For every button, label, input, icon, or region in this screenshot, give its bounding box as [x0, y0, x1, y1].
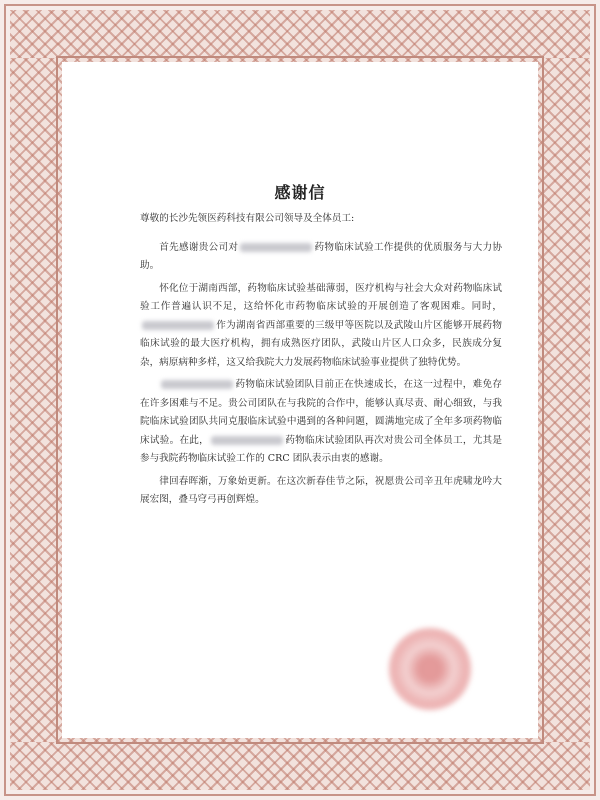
paragraph-1 — [140, 239, 502, 276]
redacted-name — [142, 321, 214, 330]
paragraph-3-start: 药物临床试验团队目前正在快速成长，在这一过程中，难免存在许多困难与不足。贵公司团队在与我院的合作中，能够认真尽责、耐心细致，与我院临床试验团队共同克服临床试验中遇到的各种问题，圆满地完成了全年多项药物临床试验。在此， — [140, 379, 502, 446]
paragraph-2-end: 作为湖南省西部重要的三级甲等医院以及武陵山片区能够开展药物临床试验的最大医疗机构，拥有成熟医疗团队，武陵山片区人口众多，民族成分复杂，病原病种多样，这又给我院大力发展药物临床试验事业提供了独特优势。 — [140, 319, 502, 368]
letter-body — [140, 210, 502, 514]
paragraph-2-start: 怀化位于湖南西部，药物临床试验基础薄弱，医疗机构与社会大众对药物临床试验工作普遍认识不足，这给怀化市药物临床试验的开展创造了客观困难。同时， — [140, 282, 502, 312]
paragraph-1-start: 首先感谢贵公司对 — [159, 241, 239, 253]
letter-title: 感谢信 — [274, 183, 326, 202]
redacted-name — [211, 436, 283, 445]
paragraph-2 — [140, 280, 502, 373]
paragraph-4: 律回春晖渐，万象始更新。在这次新春佳节之际，祝愿贵公司辛丑年虎啸龙吟大展宏图，叠马穹弓再创辉煌。 — [140, 475, 502, 505]
letter-paper — [62, 62, 538, 738]
paragraph-1-end: 药物临床试验工作提供的优质服务与大力协助。 — [140, 241, 503, 271]
paragraph-3-end: 药物临床试验团队再次对贵公司全体员工，尤其是参与我院药物临床试验工作的 CRC 团队表示由衷的感谢。 — [140, 434, 503, 464]
paragraph-3 — [140, 376, 502, 469]
official-seal — [388, 627, 472, 711]
redacted-name — [161, 380, 233, 389]
salutation: 尊敬的长沙先领医药科技有限公司领导及全体员工: — [140, 213, 355, 224]
redacted-name — [240, 243, 312, 252]
